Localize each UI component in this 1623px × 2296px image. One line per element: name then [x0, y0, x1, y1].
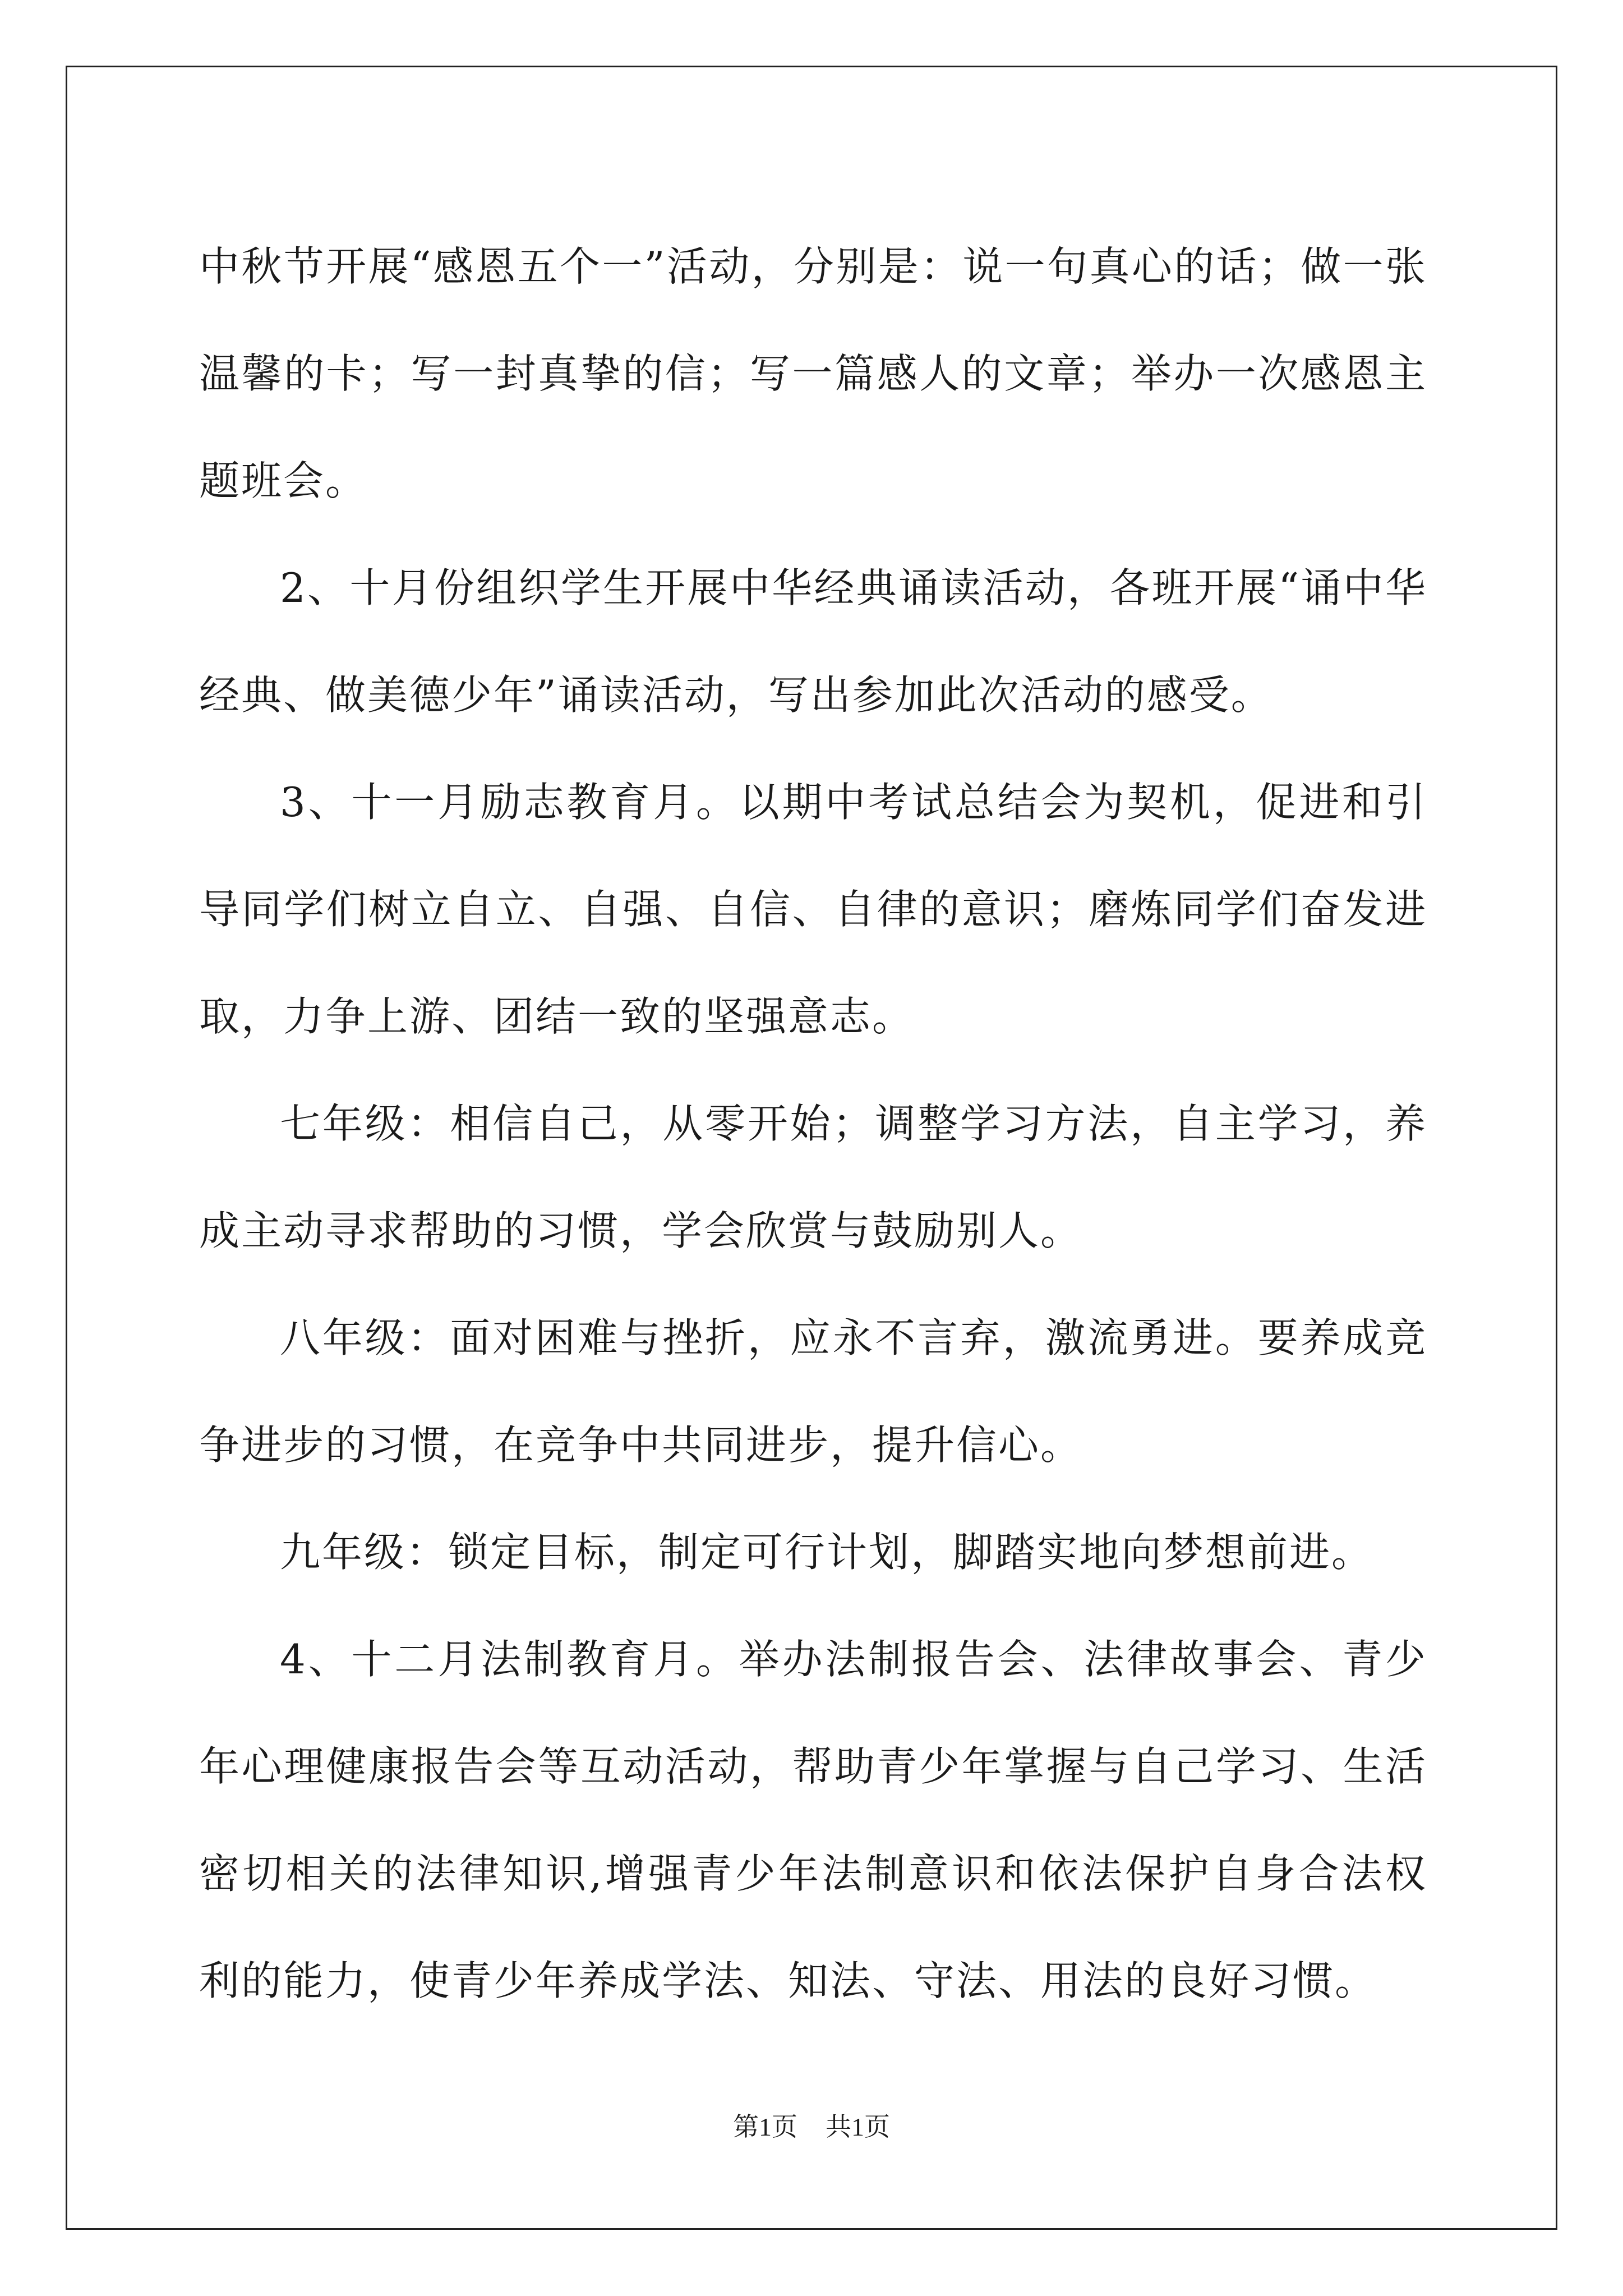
paragraph-7: 4、十二月法制教育月。举办法制报告会、法律故事会、青少年心理健康报告会等互动活动，帮助青少年掌握与自己学习、生活密切相关的法律知识,增强青少年法制意识和依法保护自身合法权利的能力，使青少年养成学法、知法、守法、用法的良好习惯。	[199, 1636, 1427, 2004]
paragraph-2: 2、十月份组织学生开展中华经典诵读活动，各班开展“诵中华经典、做美德少年”诵读活动，写出参加此次活动的感受。	[199, 564, 1427, 719]
paragraph-4: 七年级：相信自己，从零开始；调整学习方法，自主学习，养成主动寻求帮助的习惯，学会欣赏与鼓励别人。	[199, 1100, 1427, 1254]
paragraph-5: 八年级：面对困难与挫折，应永不言弃，激流勇进。要养成竞争进步的习惯，在竞争中共同进步，提升信心。	[199, 1314, 1427, 1469]
paragraph-6: 九年级：锁定目标，制定可行计划，脚踏实地向梦想前进。	[280, 1529, 1374, 1576]
document-body	[199, 213, 1427, 2035]
page-footer	[0, 2110, 1623, 2144]
page-number: 第1页	[733, 2113, 797, 2141]
paragraph-3: 3、十一月励志教育月。以期中考试总结会为契机，促进和引导同学们树立自立、自强、自信、自律的意识；磨炼同学们奋发进取，力争上游、团结一致的坚强意志。	[199, 779, 1427, 1040]
paragraph-1: 中秋节开展“感恩五个一”活动，分别是：说一句真心的话；做一张温馨的卡；写一封真挚的信；写一篇感人的文章；举办一次感恩主题班会。	[199, 243, 1427, 504]
page-total: 共1页	[826, 2113, 890, 2141]
